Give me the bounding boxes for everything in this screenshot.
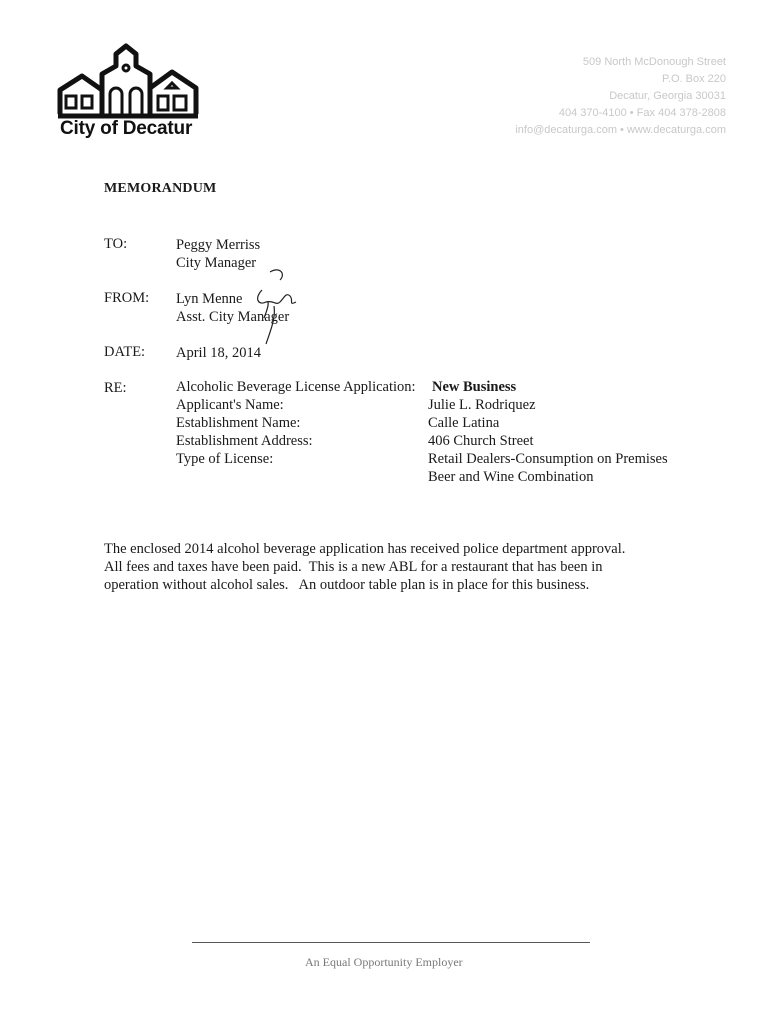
field-label-establishment-address: Establishment Address: (176, 433, 313, 449)
body-line: All fees and taxes have been paid. This is a new ABL for a restaurant that has been in (104, 559, 603, 575)
to-title: City Manager (176, 255, 257, 271)
field-value-applicant: Julie L. Rodriquez (428, 397, 536, 413)
date-label: DATE: (104, 344, 146, 360)
from-title: Asst. City Manager (176, 309, 290, 325)
field-value-license-type: Retail Dealers-Consumption on Premises (428, 451, 668, 467)
field-value-establishment-name: Calle Latina (428, 415, 500, 431)
memo-body (104, 540, 704, 594)
letterhead-address (515, 54, 726, 139)
address-line: 404 370-4100 • Fax 404 378-2808 (558, 107, 726, 119)
date-value: April 18, 2014 (176, 345, 261, 361)
body-line: operation without alcohol sales. An outdoor table plan is in place for this business. (104, 577, 590, 593)
to-label: TO: (104, 236, 128, 252)
field-value-license-type-line2: Beer and Wine Combination (428, 469, 594, 485)
city-logo (56, 40, 206, 140)
address-line: info@decaturga.com • www.decaturga.com (515, 124, 726, 136)
logo-text: City of Decatur (60, 118, 193, 139)
address-line: P.O. Box 220 (661, 73, 726, 85)
address-line: Decatur, Georgia 30031 (609, 90, 726, 102)
field-label-license-type: Type of License: (176, 451, 274, 467)
re-subject-value: New Business (432, 379, 517, 395)
memo-title: MEMORANDUM (104, 181, 217, 196)
footer-text: An Equal Opportunity Employer (305, 955, 463, 969)
address-line: 509 North McDonough Street (582, 56, 726, 68)
re-field-values (428, 396, 668, 486)
body-line: The enclosed 2014 alcohol beverage application has received police department approval. (104, 541, 626, 557)
re-labels (176, 378, 416, 468)
signature-icon (240, 262, 310, 352)
to-name: Peggy Merriss (176, 237, 261, 253)
field-label-establishment-name: Establishment Name: (176, 415, 301, 431)
city-buildings-icon (56, 40, 206, 120)
from-label: FROM: (104, 290, 150, 306)
field-value-establishment-address: 406 Church Street (428, 433, 534, 449)
re-values (432, 378, 516, 396)
re-subject: Alcoholic Beverage License Application: (176, 379, 416, 395)
footer-divider (192, 942, 590, 943)
from-name: Lyn Menne (176, 291, 243, 307)
re-label: RE: (104, 380, 127, 396)
field-label-applicant: Applicant's Name: (176, 397, 284, 413)
